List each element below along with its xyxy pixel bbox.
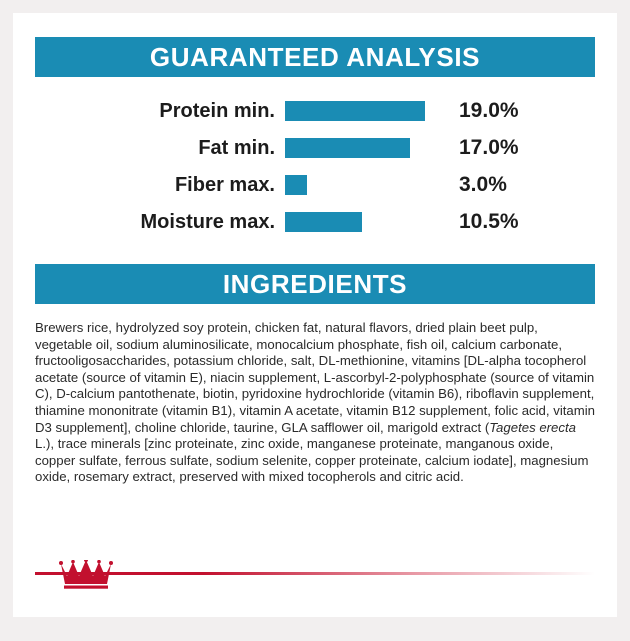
analysis-value: 3.0% [459,173,507,196]
analysis-bar-wrap [285,101,450,121]
analysis-label: Protein min. [159,99,275,122]
analysis-label: Fat min. [198,136,275,159]
analysis-bar-wrap [285,138,450,158]
analysis-bar [285,212,362,232]
analysis-row [35,206,595,238]
analysis-bar-wrap [285,175,450,195]
analysis-bar [285,175,307,195]
royal-canin-crown-logo-icon [59,560,113,590]
analysis-row [35,169,595,201]
ingredients-header: INGREDIENTS [35,264,595,304]
content-card [13,13,617,617]
ingredients-paragraph [35,320,595,486]
analysis-bar [285,101,425,121]
analysis-value: 17.0% [459,136,519,159]
analysis-row [35,95,595,127]
footer-divider [35,572,595,575]
analysis-label: Moisture max. [140,210,275,233]
guaranteed-analysis-list [35,95,595,238]
analysis-label: Fiber max. [174,173,275,196]
analysis-bar-wrap [285,212,450,232]
ingredients-text-part-1: Brewers rice, hydrolyzed soy protein, chicken fat, natural flavors, dried plain beet pulp, vegetable oil, sodium aluminosilicate, monocalcium phosphate, fish oil, calcium carbonate, fructooligosaccharides, potassium chloride, salt, DL-methionine, vitamins [DL-alpha tocopherol acetate (source of vitamin E), niacin supplement, L-ascorbyl-2-polyphosphate (source of vitamin C), D-calcium pantothenate, biotin, pyridoxine hydrochloride (vitamin B6), riboflavin supplement, thiamine mononitrate (vitamin B1), vitamin A acetate, vitamin B12 supplement, folic acid, vitamin D3 supplement], choline chloride, taurine, GLA safflower oil, marigold extract ( [35,320,595,435]
analysis-value: 19.0% [459,99,519,122]
guaranteed-analysis-header: GUARANTEED ANALYSIS [35,37,595,77]
ingredients-text-part-2: L.), trace minerals [zinc proteinate, zinc oxide, manganese proteinate, manganous oxide, copper sulfate, ferrous sulfate, sodium selenite, copper proteinate, calcium iodate], magnesium oxide, rosemary extract, preserved with mixed tocopherols and citric acid. [35,436,589,485]
analysis-value: 10.5% [459,210,519,233]
analysis-row [35,132,595,164]
analysis-bar [285,138,410,158]
footer [13,545,617,617]
ingredients-botanical-name: Tagetes erecta [489,419,576,435]
